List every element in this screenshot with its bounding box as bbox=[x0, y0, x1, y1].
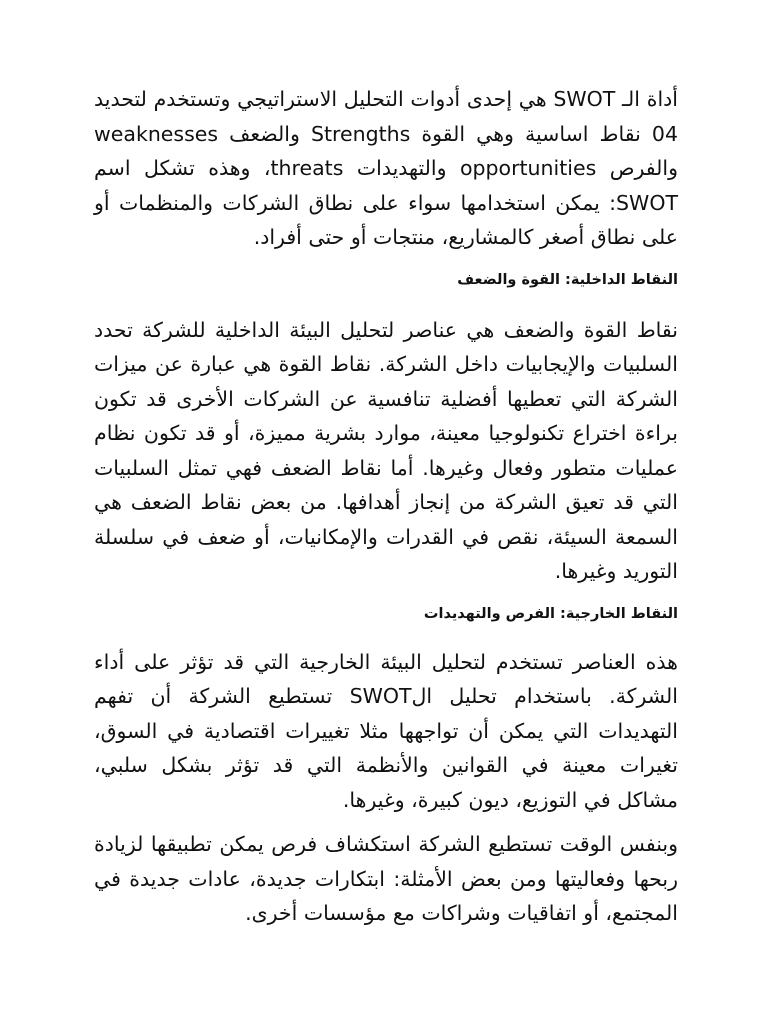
internal-points-paragraph: نقاط القوة والضعف هي عناصر لتحليل البيئة الداخلية للشركة تحدد السلبيات والإيجابيات داخل الشركة. نقاط القوة هي عبارة عن ميزات الشركة التي تعطيها أفضلية تنافسية عن الشركات الأخرى قد تكون براءة اختراع تكنولوجيا معينة، موارد بشرية مميزة، أو قد تكون نظام عمليات متطور وفعال وغيرها. أما نقاط الضعف فهي تمثل السلبيات التي قد تعيق الشركة من إنجاز أهدافها. من بعض نقاط الضعف هي السمعة السيئة، نقص في القدرات والإمكانيات، أو ضعف في سلسلة التوريد وغيرها. bbox=[94, 317, 678, 583]
external-threats-paragraph: هذه العناصر تستخدم لتحليل البيئة الخارجية التي قد تؤثر على أداء الشركة. باستخدام تحليل الSWOT تستطيع الشركة أن تفهم التهديدات التي يمكن أن تواجهها مثلا تغييرات اقتصادية في السوق، تغيرات معينة في القوانين والأنظمة التي قد تؤثر بشكل سلبي، مشاكل في التوزيع، ديون كبيرة، وغيرها. bbox=[94, 649, 678, 812]
internal-points-heading: النقاط الداخلية: القوة والضعف bbox=[457, 271, 678, 288]
document-page bbox=[94, 82, 678, 931]
opportunities-paragraph: وبنفس الوقت تستطيع الشركة استكشاف فرص يمكن تطبيقها لزيادة ربحها وفعاليتها ومن بعض الأمثلة: ابتكارات جديدة، عادات جديدة في المجتمع، أو اتفاقيات وشراكات مع مؤسسات أخرى. bbox=[94, 832, 678, 925]
intro-paragraph: أداة الـ SWOT هي إحدى أدوات التحليل الاستراتيجي وتستخدم لتحديد 04 نقاط اساسية وهي القوة Strengths والضعف weaknesses والفرص opportunities والتهديدات threats، وهذه تشكل اسم SWOT: يمكن استخدامها سواء على نطاق الشركات والمنظمات أو على نطاق أصغر كالمشاريع، منتجات أو حتى أفراد. bbox=[94, 87, 679, 249]
external-points-heading: النقاط الخارجية: الفرص والتهديدات bbox=[423, 605, 678, 622]
